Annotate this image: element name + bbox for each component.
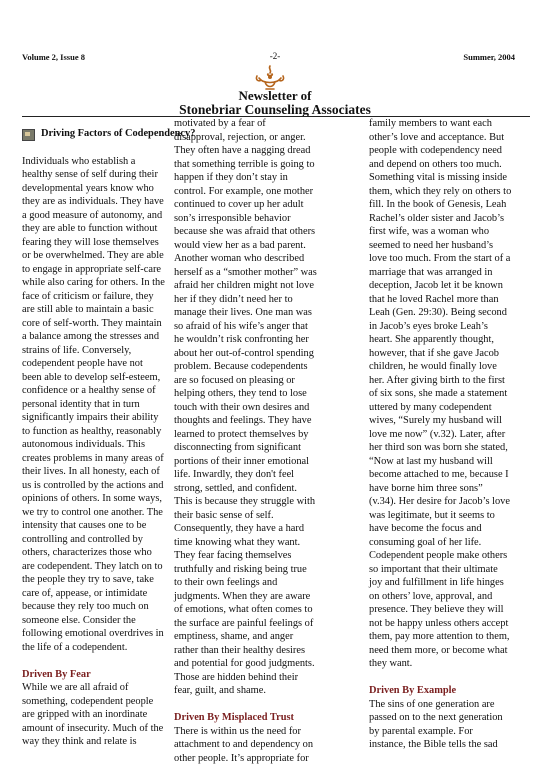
text-line: intensity that causes one to be — [22, 520, 147, 531]
paragraph — [369, 698, 539, 752]
text-line: something, codependent people — [22, 695, 154, 707]
text-line: and potential for good judgments. — [174, 658, 315, 669]
text-line: he wouldn’t risk confronting her — [174, 334, 309, 345]
text-line: disapproval, rejection, or anger. — [174, 131, 306, 143]
text-line: controlling and controlled by — [22, 533, 143, 545]
section-heading-example: Driven By Example — [369, 685, 457, 696]
section-heading-driving-factors: Driving Factors of Codependency? — [22, 127, 200, 141]
text-line: deception, Jacob let it be known — [369, 280, 503, 291]
page-number: -2- — [269, 51, 281, 61]
text-line: control. For example, one mother — [174, 185, 314, 197]
text-line: heart. She apparently thought, — [369, 334, 494, 345]
text-line: first wife, was a woman who — [369, 226, 490, 237]
text-line: other people. It’s appropriate for — [174, 752, 309, 764]
text-line: developmental years know who — [22, 182, 154, 194]
text-line: wives, “Surely my husband will — [369, 415, 503, 426]
text-line: was legitimate, but it seems to — [369, 509, 495, 521]
text-line: care of, appease, or intimidate — [22, 587, 148, 599]
text-line: the surface are painful feelings of — [174, 617, 314, 629]
text-line: about her out-of-control spending — [174, 347, 314, 359]
text-line: need them more, or become what — [369, 644, 508, 656]
text-line: herself as a “smother mother” was — [174, 266, 317, 278]
text-line: face of criticism or failure, they — [22, 290, 154, 302]
text-line: problem. Because codependents — [174, 361, 308, 372]
text-line: so important that their ultimate — [369, 563, 498, 575]
text-line: emptiness, shame, and anger — [174, 631, 294, 642]
text-line: in Jacob’s eyes broke Leah’s — [369, 320, 488, 332]
text-line: afraid her children might not love — [174, 280, 314, 291]
text-line: strong, settled, and confident. — [174, 482, 297, 494]
text-line: strains of life. Conversely, — [22, 344, 132, 356]
season-label: Summer, 2004 — [463, 52, 515, 62]
text-line: a balance among the stresses and — [22, 331, 160, 342]
text-line: They fear facing themselves — [174, 550, 292, 561]
text-line: disconnecting from significant — [174, 442, 301, 453]
text-line: attachment to and dependency on — [174, 739, 314, 750]
text-line: son’s irresponsible behavior — [174, 212, 291, 224]
text-line: people with codependency need — [369, 145, 503, 156]
text-line: to engage in appropriate self-care — [22, 263, 162, 275]
paragraph — [174, 725, 350, 766]
section-heading-misplaced-trust: Driven By Misplaced Trust — [174, 712, 294, 723]
text-line: passed on to the next generation — [369, 712, 503, 723]
text-line: confidence or a healthy sense of — [22, 385, 156, 396]
text-line: autonomous individuals. This — [22, 439, 146, 450]
bullet-image-icon — [22, 129, 35, 141]
text-line: to their own feelings and — [174, 577, 278, 588]
issue-label: Volume 2, Issue 8 — [22, 52, 85, 62]
text-line: amount of insecurity. Much of the — [22, 722, 164, 734]
text-line: helping others, they tend to lose — [174, 388, 307, 399]
text-line: while also caring for others. In the — [22, 277, 165, 288]
text-line: we try to control one another. The — [22, 506, 163, 518]
text-line: of six sons, she made a statement — [369, 388, 508, 399]
text-line: instance, the Bible tells the sad — [369, 739, 498, 750]
text-line: are codependent. They latch on to — [22, 560, 163, 572]
text-line: learned to protect themselves by — [174, 428, 309, 440]
text-line: us is controlled by the actions and — [22, 479, 164, 491]
text-line: would view her as a bad parent. — [174, 239, 306, 251]
text-line: judgments. When they are aware — [174, 590, 311, 602]
text-line: time knowing what they want. — [174, 536, 301, 548]
text-line: truthfully and risking being true — [174, 563, 307, 575]
text-line: Something vital is missing inside — [369, 172, 507, 183]
text-line: Consequently, they have a hard — [174, 523, 305, 534]
text-line: because she was afraid that others — [174, 226, 316, 237]
text-line: are so focused on pleasing or — [174, 374, 295, 386]
text-line: fill. In the book of Genesis, Leah — [369, 199, 507, 210]
text-line: continued to cover up her adult — [174, 199, 304, 210]
text-line: seemed to need her husband’s — [369, 239, 494, 251]
masthead-line2: Stonebriar Counseling Associates — [179, 102, 371, 117]
text-line: uttered by many codependent — [369, 401, 492, 413]
text-line: not be happy unless others accept — [369, 617, 509, 629]
text-line: they want. — [369, 658, 413, 669]
text-line: fearing they will lose themselves — [22, 236, 159, 248]
text-line: the people they try to save, take — [22, 574, 154, 585]
text-line: them, pay more attention to them, — [369, 631, 510, 642]
text-line: her if they didn’t need her to — [174, 293, 293, 305]
text-line: way they think and relate is — [22, 736, 137, 747]
text-line: have borne him three sons” — [369, 482, 483, 494]
text-line: consuming goal of her life. — [369, 536, 482, 548]
text-line: have become the focus and — [369, 523, 482, 534]
text-line: touch with their own desires and — [174, 401, 310, 413]
text-line: family members to want each — [369, 118, 492, 129]
text-line: opinions of others. In some ways, — [22, 493, 162, 504]
text-line: of emotions, what often comes to — [174, 604, 313, 615]
text-line: following emotional overdrives in — [22, 628, 164, 639]
text-line: significantly impairs their ability — [22, 412, 159, 423]
section-heading-fear: Driven By Fear — [22, 668, 91, 680]
text-line: portions of their inner emotional — [174, 455, 310, 467]
text-line: “Now at last my husband will — [369, 455, 493, 467]
text-line: others, characterizes those who — [22, 547, 152, 558]
text-line: healthy sense of self during their — [22, 169, 158, 180]
text-line: or be overwhelmed. They are able — [22, 250, 164, 261]
text-line: motivated by a fear of — [174, 118, 266, 129]
text-line: They often have a nagging dread — [174, 145, 311, 156]
text-line: (v.34). Her desire for Jacob’s love — [369, 496, 510, 507]
text-line: presence. They believe they will — [369, 604, 504, 615]
text-line: Codependent people make others — [369, 550, 508, 561]
paragraph — [369, 117, 539, 671]
text-line: marriage that was arranged in — [369, 266, 493, 278]
text-line: core of self-worth. They maintain — [22, 317, 162, 329]
text-line: and depend on others too much. — [369, 158, 502, 170]
text-line: are gripped with an inordinate — [22, 709, 148, 720]
text-line: her. After giving birth to the first — [369, 374, 505, 386]
text-line: someone else. Consider the — [22, 614, 136, 626]
text-line: love me now” (v.32). Later, after — [369, 428, 506, 440]
text-line: to function as healthy, reasonably — [22, 425, 162, 437]
text-line: happen if they don’t stay in — [174, 172, 288, 183]
text-line: because they rely too much on — [22, 601, 149, 612]
text-line: their basic sense of self. — [174, 509, 274, 521]
text-line: While we are all afraid of — [22, 682, 129, 693]
text-line: are still able to maintain a basic — [22, 304, 154, 315]
text-line: that something terrible is going to — [174, 158, 315, 170]
text-line: Leah (Gen. 29:30). Being second — [369, 307, 507, 318]
text-line: however, that if she gave Jacob — [369, 347, 499, 359]
article-column-3 — [369, 117, 539, 752]
text-line: manage their lives. One man was — [174, 307, 312, 318]
text-line: joy and fulfillment in life hinges — [369, 577, 504, 588]
text-line: they are able to function without — [22, 223, 158, 234]
text-line: that he loved Rachel more than — [369, 293, 499, 305]
text-line: they are as individuals. They have — [22, 196, 164, 207]
text-line: become attached to me, because I — [369, 469, 509, 480]
text-line: thoughts and feelings. They have — [174, 415, 312, 426]
text-line: love too much. From the start of a — [369, 253, 511, 264]
text-line: fear, guilt, and shame. — [174, 685, 266, 696]
text-line: codependent people have not — [22, 358, 143, 369]
text-line: life. Inwardly, they don't feel — [174, 469, 295, 480]
text-line: rather than their healthy desires — [174, 644, 305, 656]
text-line: Individuals who establish a — [22, 155, 136, 167]
text-line: on others’ love, approval, and — [369, 590, 493, 602]
text-line: Rachel’s older sister and Jacob’s — [369, 212, 505, 224]
text-line: by parental example. For — [369, 725, 473, 737]
text-line: them, which they rely on others to — [369, 185, 512, 197]
text-line: creates problems in many areas of — [22, 452, 164, 464]
text-line: been able to develop self-esteem, — [22, 371, 161, 383]
text-line: so afraid of his wife’s anger that — [174, 320, 308, 332]
text-line: personal identity that in turn — [22, 398, 140, 410]
text-line: There is within us the need for — [174, 725, 301, 737]
text-line: children, he would finally love — [369, 361, 497, 372]
text-line: The sins of one generation are — [369, 698, 495, 710]
paragraph — [174, 117, 350, 698]
masthead-line1: Newsletter of — [238, 88, 312, 103]
text-line: This is because they struggle with — [174, 496, 316, 507]
text-line: her third son was born she stated, — [369, 442, 508, 453]
text-line: Another woman who described — [174, 253, 305, 264]
text-line: their lives. In all honesty, each of — [22, 466, 160, 477]
text-line: the life of a codependent. — [22, 641, 128, 653]
article-column-2 — [174, 117, 350, 765]
text-line: Those are hidden behind their — [174, 671, 299, 683]
text-line: other’s love and acceptance. But — [369, 131, 505, 143]
text-line: a good measure of autonomy, and — [22, 209, 163, 221]
